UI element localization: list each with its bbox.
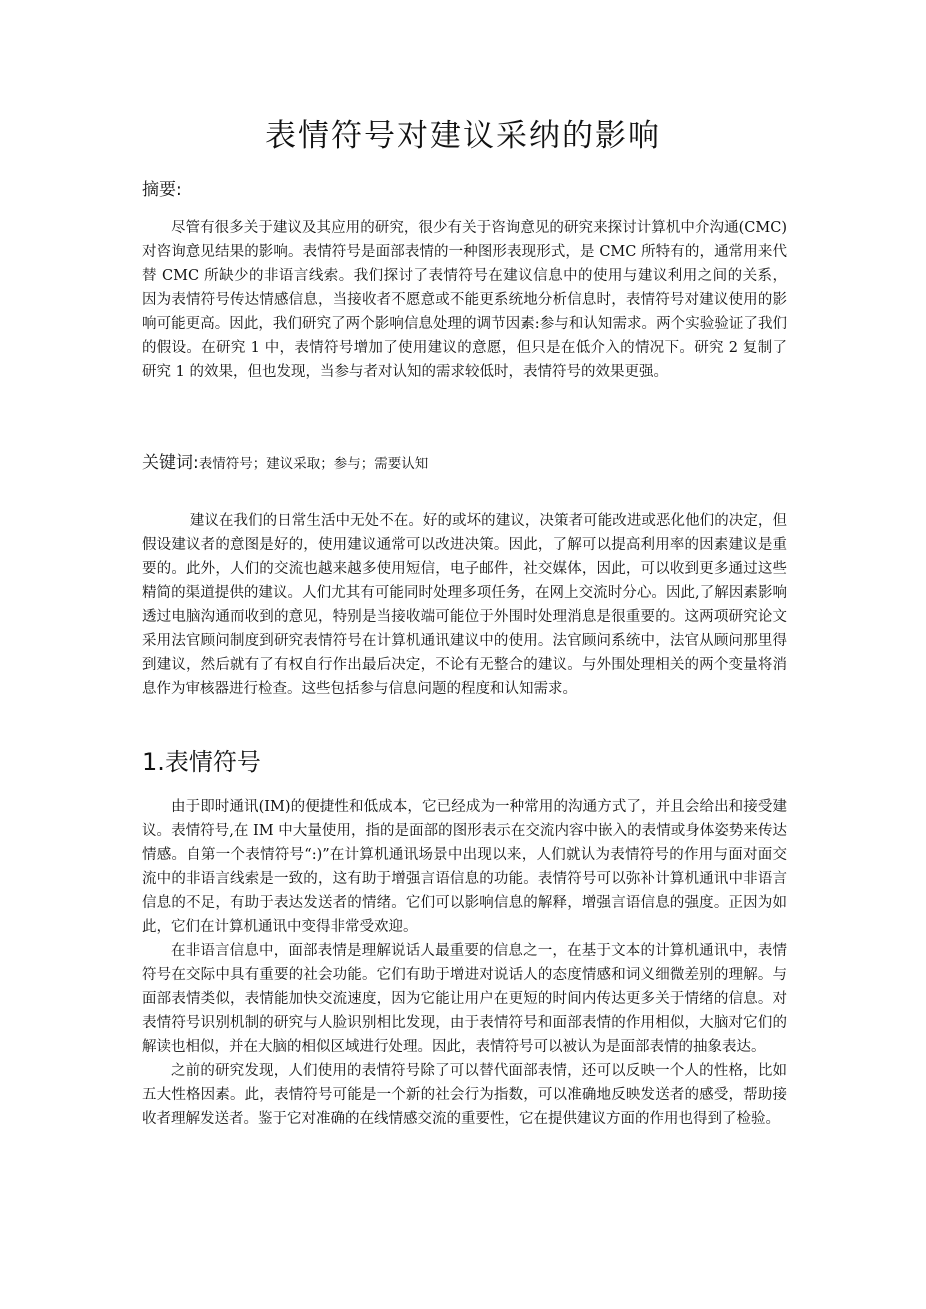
- intro-paragraph: 建议在我们的日常生活中无处不在。好的或坏的建议，决策者可能改进或恶化他们的决定，但假设建议者的意图是好的，使用建议通常可以改进决策。因此，了解可以提高利用率的因素建议是重要的。此外，人们的交流也越来越多使用短信，电子邮件，社交媒体，因此，可以收到更多通过这些精简的渠道提供的建议。人们尤其有可能同时处理多项任务，在网上交流时分心。因此,了解因素影响透过电脑沟通而收到的意见，特别是当接收端可能位于外围时处理消息是很重要的。这两项研究论文采用法官顾问制度到研究表情符号在计算机通讯建议中的使用。法官顾问系统中，法官从顾问那里得到建议，然后就有了有权自行作出最后决定，不论有无整合的建议。与外围处理相关的两个变量将消息作为审核器进行检查。这些包括参与信息问题的程度和认知需求。: [142, 513, 787, 697]
- section-1-paragraph-1: 由于即时通讯(IM)的便捷性和低成本，它已经成为一种常用的沟通方式了，并且会给出和接受建议。表情符号,在 IM 中大量使用，指的是面部的图形表示在交流内容中嵌入的表情或身体姿势来传达情感。自第一个表情符号“:)”在计算机通讯场景中出现以来，人们就认为表情符号的作用与面对面交流中的非语言线索是一致的，这有助于增强言语信息的功能。表情符号可以弥补计算机通讯中非语言信息的不足，有助于表达发送者的情绪。它们可以影响信息的解释，增强言语信息的强度。正因为如此，它们在计算机通讯中变得非常受欢迎。: [142, 799, 787, 935]
- section-1-paragraph-3: 之前的研究发现，人们使用的表情符号除了可以替代面部表情，还可以反映一个人的性格，比如五大性格因素。此，表情符号可能是一个新的社会行为指数，可以准确地反映发送者的感受，帮助接收者理解发送者。鉴于它对准确的在线情感交流的重要性，它在提供建议方面的作用也得到了检验。: [142, 1063, 787, 1127]
- abstract-paragraph: 尽管有很多关于建议及其应用的研究，很少有关于咨询意见的研究来探讨计算机中介沟通(CMC)对咨询意见结果的影响。表情符号是面部表情的一种图形表现形式，是 CMC 所特有的，通常用来代替 CMC 所缺少的非语言线索。我们探讨了表情符号在建议信息中的使用与建议利用之间的关系， 因为表情符号传达情感信息，当接收者不愿意或不能更系统地分析信息时，表情符号对建议使用的影响可能更高。因此，我们研究了两个影响信息处理的调节因素:参与和认知需求。两个实验验证了我们的假设。在研究 1 中，表情符号增加了使用建议的意愿，但只是在低介入的情况下。研究 2 复制了研究 1 的效果，但也发现，当参与者对认知的需求较低时，表情符号的效果更强。: [142, 220, 787, 380]
- abstract-label: 摘要:: [142, 180, 182, 200]
- keywords-text: 表情符号；建议采取；参与；需要认知: [198, 456, 429, 472]
- document-title: 表情符号对建议采纳的影响: [265, 118, 661, 154]
- intro-body: [142, 509, 787, 701]
- section-1-body: [142, 795, 787, 1131]
- keywords-row: [142, 451, 428, 476]
- section-1-heading: 1.表情符号: [142, 748, 261, 776]
- keywords-label: 关键词:: [142, 453, 199, 473]
- abstract-body: [142, 216, 787, 384]
- section-1-paragraph-2: 在非语言信息中，面部表情是理解说话人最重要的信息之一，在基于文本的计算机通讯中，表情符号在交际中具有重要的社会功能。它们有助于增进对说话人的态度情感和词义细微差别的理解。与面部表情类似，表情能加快交流速度，因为它能让用户在更短的时间内传达更多关于情绪的信息。对表情符号识别机制的研究与人脸识别相比发现，由于表情符号和面部表情的作用相似，大脑对它们的解读也相似，并在大脑的相似区域进行处理。因此，表情符号可以被认为是面部表情的抽象表达。: [142, 943, 787, 1055]
